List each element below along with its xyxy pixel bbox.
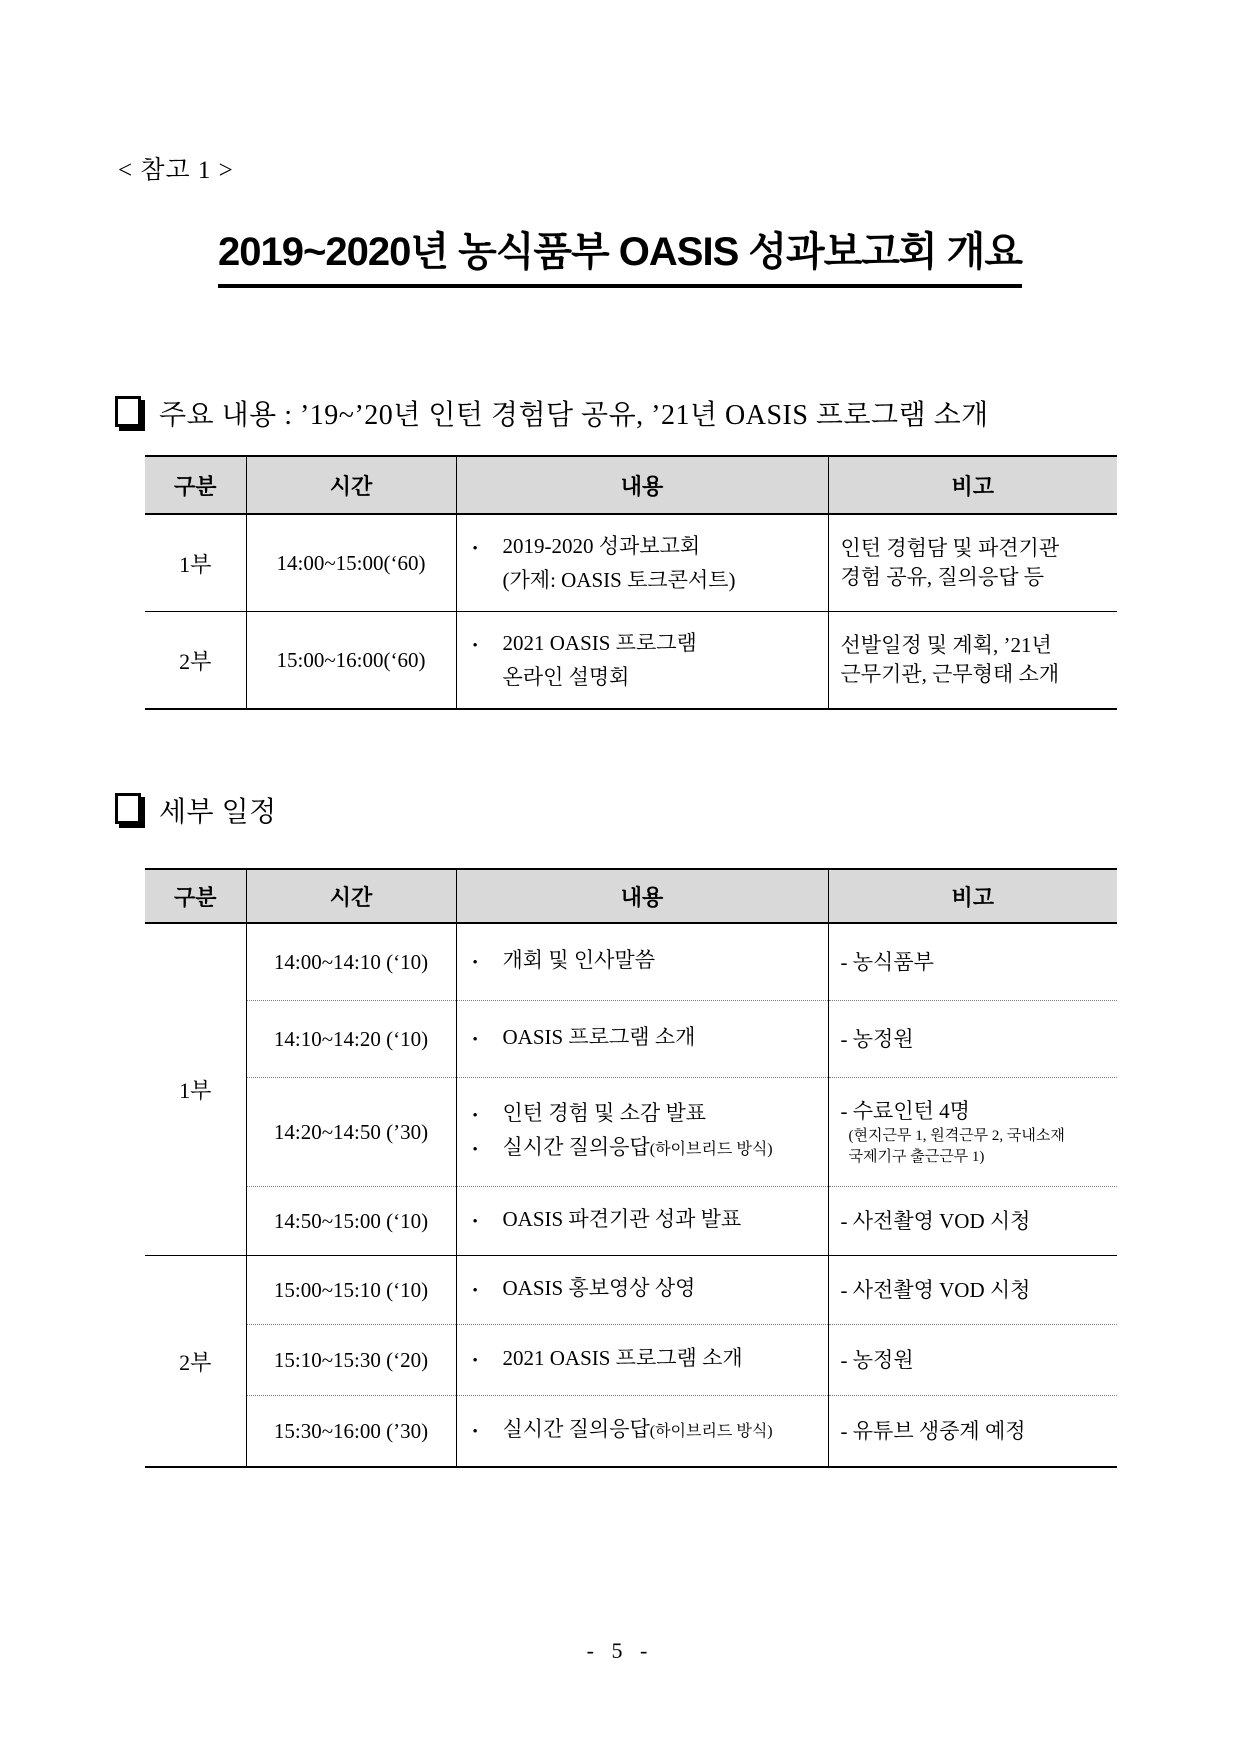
table-row bbox=[145, 1078, 1117, 1187]
remark-cell bbox=[828, 923, 1117, 1001]
remark-line: - 사전촬영 VOD 시청 bbox=[840, 1208, 1031, 1233]
remark-line: - 사전촬영 VOD 시청 bbox=[840, 1277, 1031, 1302]
column-header: 비고 bbox=[828, 869, 1117, 923]
content-line bbox=[473, 1273, 828, 1307]
remark-cell bbox=[828, 1396, 1117, 1468]
content-text: 실시간 질의응답 bbox=[502, 1135, 650, 1159]
column-header: 내용 bbox=[456, 869, 828, 923]
content-line bbox=[473, 662, 828, 693]
content-line bbox=[473, 1022, 828, 1056]
time-cell: 15:00~15:10 (‘10) bbox=[246, 1256, 456, 1325]
table-row bbox=[145, 923, 1117, 1001]
bullet-icon: • bbox=[472, 1424, 478, 1440]
section-heading-label: 세부 일정 bbox=[159, 797, 277, 828]
square-bullet-icon bbox=[115, 396, 141, 427]
reference-label: < 참고 1 > bbox=[118, 157, 234, 184]
time-cell: 14:50~15:00 (‘10) bbox=[246, 1187, 456, 1256]
column-header: 내용 bbox=[456, 456, 828, 514]
schedule-table bbox=[145, 868, 1117, 1468]
bullet-icon: • bbox=[472, 1214, 478, 1230]
remark-line: (현지근무 1, 원격근무 2, 국내소재 bbox=[848, 1127, 1065, 1144]
bullet-icon: • bbox=[472, 955, 478, 971]
time-cell: 15:00~16:00(‘60) bbox=[246, 612, 456, 710]
content-line bbox=[473, 1098, 828, 1132]
square-bullet-icon bbox=[115, 793, 141, 824]
table-row bbox=[145, 1001, 1117, 1078]
content-line bbox=[473, 628, 828, 662]
content-line bbox=[473, 1414, 828, 1448]
content-text: (가제: OASIS 토크콘서트) bbox=[502, 567, 736, 592]
remark-cell bbox=[828, 1078, 1117, 1187]
bullet-icon: • bbox=[472, 1353, 478, 1369]
remark-cell bbox=[828, 1325, 1117, 1396]
content-cell bbox=[456, 1001, 828, 1078]
remark-cell bbox=[828, 612, 1117, 710]
part-cell: 2부 bbox=[145, 1256, 246, 1468]
content-text-small: (하이브리드 방식) bbox=[649, 1423, 773, 1440]
time-cell: 14:00~14:10 (‘10) bbox=[246, 923, 456, 1001]
bullet-icon: • bbox=[472, 540, 478, 557]
content-cell bbox=[456, 514, 828, 612]
remark-cell bbox=[828, 1187, 1117, 1256]
table-row bbox=[145, 1325, 1117, 1396]
remark-line: 선발일정 및 계획, ’21년 bbox=[840, 633, 1052, 657]
remark-line: - 유튜브 생중계 예정 bbox=[840, 1418, 1026, 1443]
content-text: OASIS 파견기관 성과 발표 bbox=[502, 1207, 742, 1231]
content-text: OASIS 홍보영상 상영 bbox=[502, 1276, 696, 1300]
remark-cell bbox=[828, 1256, 1117, 1325]
time-cell: 14:20~14:50 (’30) bbox=[246, 1078, 456, 1187]
column-header: 구분 bbox=[145, 869, 246, 923]
content-text: 실시간 질의응답 bbox=[502, 1417, 650, 1441]
time-cell: 14:10~14:20 (‘10) bbox=[246, 1001, 456, 1078]
section-heading-main-contents bbox=[115, 393, 989, 433]
content-cell bbox=[456, 1325, 828, 1396]
bullet-icon: • bbox=[472, 1108, 478, 1124]
column-header: 시간 bbox=[246, 456, 456, 514]
content-text: 2019-2020 성과보고회 bbox=[502, 533, 701, 558]
content-cell bbox=[456, 612, 828, 710]
time-cell: 15:10~15:30 (‘20) bbox=[246, 1325, 456, 1396]
section-heading-label: 주요 내용 : ’19~’20년 인턴 경험담 공유, ’21년 OASIS 프로그램 소개 bbox=[159, 400, 989, 431]
content-line bbox=[473, 1132, 828, 1166]
content-cell bbox=[456, 1078, 828, 1187]
section-heading-detail-schedule bbox=[115, 790, 277, 830]
content-line bbox=[473, 531, 828, 565]
time-cell: 15:30~16:00 (’30) bbox=[246, 1396, 456, 1468]
column-header: 시간 bbox=[246, 869, 456, 923]
remark-cell bbox=[828, 514, 1117, 612]
content-cell bbox=[456, 923, 828, 1001]
content-text: 온라인 설명회 bbox=[502, 664, 630, 689]
content-text: 개회 및 인사말씀 bbox=[502, 948, 656, 972]
content-cell bbox=[456, 1256, 828, 1325]
bullet-icon: • bbox=[472, 1142, 478, 1158]
content-cell bbox=[456, 1187, 828, 1256]
content-line bbox=[473, 1204, 828, 1238]
content-line bbox=[473, 565, 828, 596]
table-row bbox=[145, 514, 1117, 612]
remark-line: 국제기구 출근근무 1) bbox=[848, 1148, 985, 1165]
table-header-row bbox=[145, 869, 1117, 923]
content-text: 2021 OASIS 프로그램 bbox=[502, 630, 697, 655]
remark-line: 근무기관, 근무형태 소개 bbox=[840, 662, 1060, 686]
remark-line: - 농정원 bbox=[840, 1347, 914, 1372]
bullet-icon: • bbox=[472, 1283, 478, 1299]
part-cell: 1부 bbox=[145, 923, 246, 1256]
column-header: 비고 bbox=[828, 456, 1117, 514]
content-text: 2021 OASIS 프로그램 소개 bbox=[502, 1346, 743, 1370]
remark-line: 경험 공유, 질의응답 등 bbox=[840, 565, 1045, 589]
column-header: 구분 bbox=[145, 456, 246, 514]
time-cell: 14:00~15:00(‘60) bbox=[246, 514, 456, 612]
remark-line: - 수료인턴 4명 bbox=[840, 1098, 970, 1123]
bullet-icon: • bbox=[472, 1032, 478, 1048]
content-text: 인턴 경험 및 소감 발표 bbox=[502, 1101, 707, 1125]
content-cell bbox=[456, 1396, 828, 1468]
remark-line: - 농정원 bbox=[840, 1026, 914, 1051]
page-number: - 5 - bbox=[586, 1638, 654, 1663]
title-wrap bbox=[0, 220, 1240, 288]
remark-cell bbox=[828, 1001, 1117, 1078]
table-row bbox=[145, 612, 1117, 710]
table-row bbox=[145, 1256, 1117, 1325]
remark-line: - 농식품부 bbox=[840, 949, 934, 974]
content-line bbox=[473, 1343, 828, 1377]
content-text: OASIS 프로그램 소개 bbox=[502, 1025, 696, 1049]
content-line bbox=[473, 945, 828, 979]
overview-table bbox=[145, 455, 1117, 710]
page-title: 2019~2020년 농식품부 OASIS 성과보고회 개요 bbox=[218, 220, 1022, 288]
table-row bbox=[145, 1187, 1117, 1256]
table-row bbox=[145, 1396, 1117, 1468]
part-cell: 2부 bbox=[145, 612, 246, 710]
table-header-row bbox=[145, 456, 1117, 514]
bullet-icon: • bbox=[472, 637, 478, 654]
remark-line: 인턴 경험담 및 파견기관 bbox=[840, 536, 1060, 560]
content-text-small: (하이브리드 방식) bbox=[649, 1141, 773, 1158]
part-cell: 1부 bbox=[145, 514, 246, 612]
